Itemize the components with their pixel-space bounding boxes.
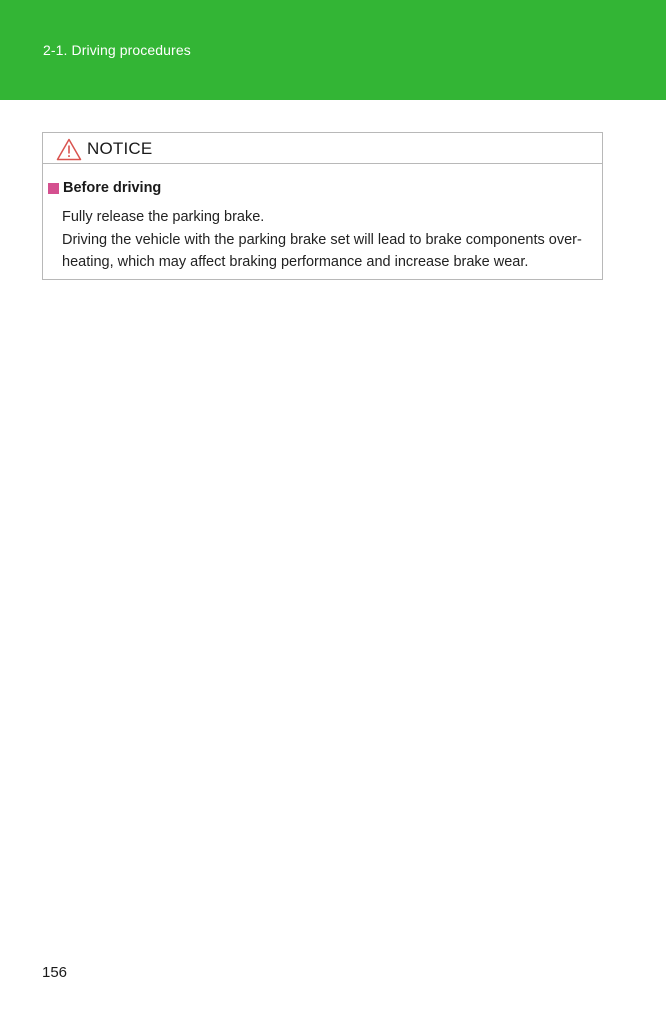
notice-line: Fully release the parking brake. [62,209,265,225]
warning-triangle-icon [56,138,82,161]
notice-paragraph [62,206,602,274]
page-number: 156 [42,964,68,981]
subheading [48,178,161,198]
notice-header [43,133,602,164]
notice-box [42,132,603,280]
subheading-text: Before driving [63,180,162,196]
section-title: 2-1. Driving procedures [43,42,191,58]
header-band [0,0,666,100]
notice-line: Driving the vehicle with the parking brake set will lead to brake components over-heating, which may affect braking performance and increase brake wear. [62,231,582,270]
bullet-square-icon [48,183,59,194]
notice-label: NOTICE [87,139,153,158]
